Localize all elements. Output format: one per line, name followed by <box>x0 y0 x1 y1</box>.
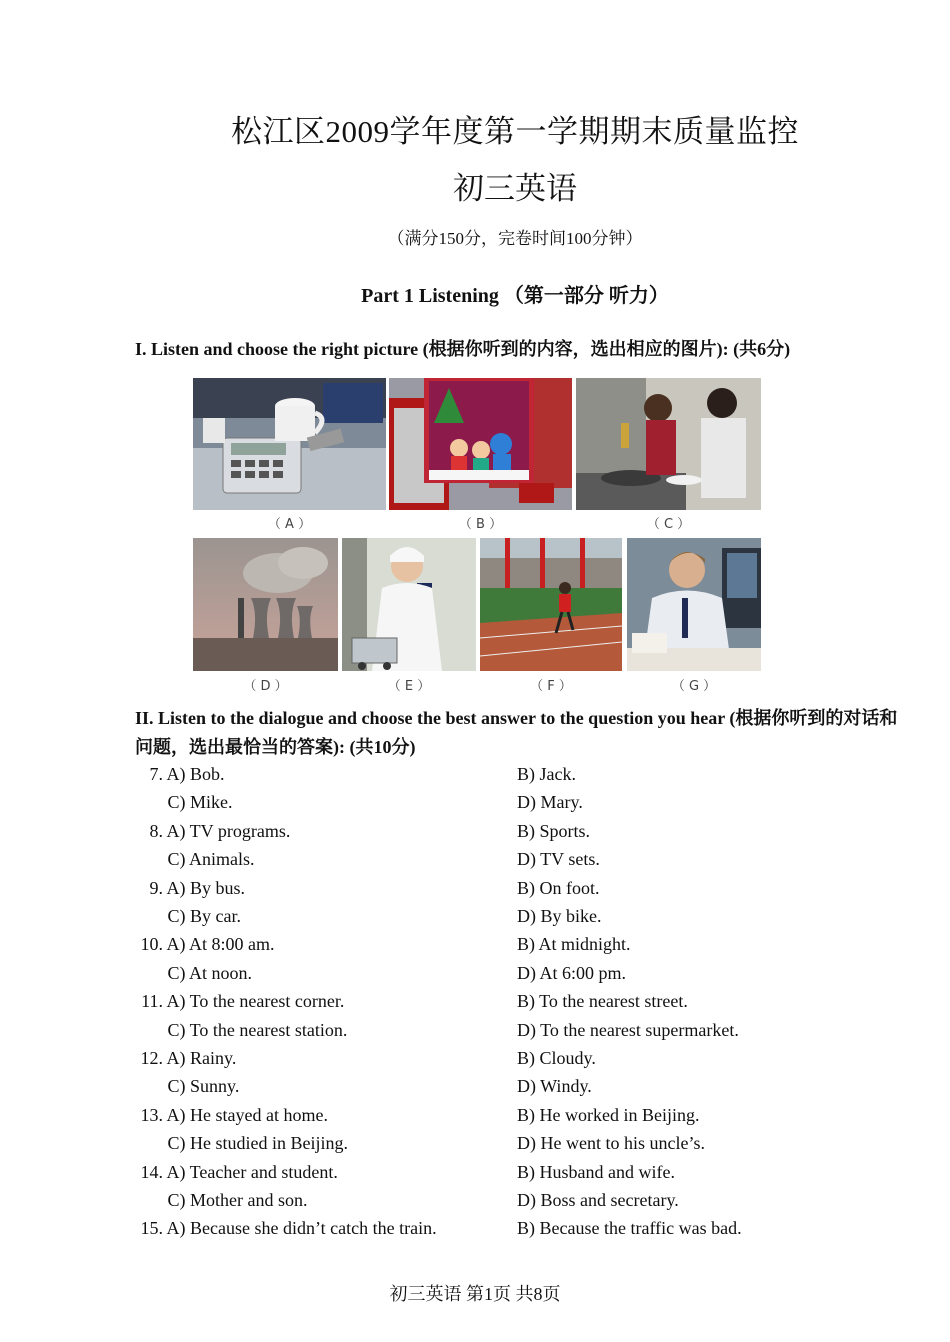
option-left <box>135 788 233 816</box>
option-text: A) By bus. <box>166 877 246 898</box>
option-left <box>135 902 241 930</box>
option-text: C) He studied in Beijing. <box>167 1133 348 1154</box>
question-row <box>0 1101 950 1129</box>
option-right: B) Sports. <box>517 820 591 841</box>
option-left <box>135 1044 236 1072</box>
question-number: 7. <box>149 764 163 784</box>
option-right: B) Jack. <box>517 764 576 784</box>
question-number: 14. <box>140 1161 163 1182</box>
option-text: A) Bob. <box>166 764 225 784</box>
question-number: 13. <box>140 1104 163 1125</box>
option-text: A) He stayed at home. <box>166 1104 328 1125</box>
option-left <box>135 1016 347 1044</box>
option-right: B) At midnight. <box>517 934 631 955</box>
section1-heading: I. Listen and choose the right picture (根据你听到的内容，选出相应的图片): (共6分) <box>135 339 791 359</box>
question-number: 10. <box>140 934 163 955</box>
section2-heading: II. Listen to the dialogue and choose the best answer to the question you hear (根据你听到的对话和问题，选出最恰当的答案): (共10分) <box>135 708 898 757</box>
option-text: A) At 8:00 am. <box>166 934 275 955</box>
option-text: C) Mother and son. <box>167 1190 308 1210</box>
picture-a-label: （ A ） <box>267 517 312 532</box>
option-right: B) Husband and wife. <box>517 1161 675 1182</box>
option-left <box>135 1186 307 1214</box>
question-row <box>0 1214 950 1242</box>
question-number: 8. <box>149 820 163 841</box>
picture-d-label: （ D ） <box>243 679 288 694</box>
option-left <box>135 817 290 845</box>
option-text: A) Because she didn’t catch the train. <box>166 1218 437 1239</box>
option-left <box>135 1101 328 1129</box>
question-number: 9. <box>149 877 163 898</box>
option-left <box>135 987 344 1015</box>
picture-b <box>389 378 572 510</box>
option-right: D) He went to his uncle’s. <box>517 1133 705 1154</box>
question-row <box>0 845 950 873</box>
picture-g-label: （ G ） <box>671 679 717 694</box>
option-right: B) To the nearest street. <box>517 991 688 1012</box>
exam-note: （满分150分，完卷时间100分钟） <box>387 229 643 248</box>
question-row <box>0 959 950 987</box>
option-right: D) Windy. <box>517 1076 592 1097</box>
question-row <box>0 817 950 845</box>
picture-c <box>576 378 761 510</box>
option-left <box>135 1072 239 1100</box>
question-row <box>0 788 950 816</box>
question-row <box>0 1016 950 1044</box>
picture-g <box>627 538 761 671</box>
option-left <box>135 874 245 902</box>
question-row <box>0 1129 950 1157</box>
option-text: A) Teacher and student. <box>166 1161 338 1182</box>
option-right: D) At 6:00 pm. <box>517 962 627 983</box>
option-text: C) At noon. <box>167 962 253 983</box>
option-left <box>135 930 275 958</box>
picture-b-label: （ B ） <box>458 517 503 532</box>
question-row <box>0 874 950 902</box>
exam-subtitle: 初三英语 <box>453 171 577 206</box>
option-text: C) Animals. <box>167 849 255 870</box>
option-text: C) To the nearest station. <box>167 1019 348 1040</box>
option-left <box>135 1214 437 1242</box>
picture-f-label: （ F ） <box>530 679 572 694</box>
option-right: D) By bike. <box>517 906 602 926</box>
question-row <box>0 930 950 958</box>
picture-e <box>342 538 476 671</box>
option-left <box>135 1158 338 1186</box>
question-row <box>0 1186 950 1214</box>
option-right: B) Cloudy. <box>517 1048 596 1068</box>
option-text: C) By car. <box>167 906 241 926</box>
option-text: C) Sunny. <box>167 1076 240 1097</box>
option-left <box>135 760 225 788</box>
option-left <box>135 1129 348 1157</box>
option-right: D) Mary. <box>517 792 583 813</box>
option-text: C) Mike. <box>167 792 233 813</box>
option-text: A) Rainy. <box>166 1048 237 1068</box>
part1-heading: Part 1 Listening （第一部分 听力） <box>361 285 669 307</box>
option-right: B) Because the traffic was bad. <box>517 1218 742 1239</box>
picture-d <box>193 538 338 671</box>
exam-title: 松江区2009学年度第一学期期末质量监控 <box>231 114 799 149</box>
question-row <box>0 760 950 788</box>
question-row <box>0 1158 950 1186</box>
question-number: 15. <box>140 1218 163 1239</box>
option-right: D) To the nearest supermarket. <box>517 1019 739 1040</box>
picture-c-label: （ C ） <box>646 517 691 532</box>
option-text: A) TV programs. <box>166 820 291 841</box>
option-right: D) TV sets. <box>517 849 600 870</box>
page-footer: 初三英语 第1页 共8页 <box>389 1284 561 1304</box>
question-number: 12. <box>140 1048 163 1068</box>
picture-a <box>193 378 386 510</box>
question-row <box>0 1072 950 1100</box>
option-right: B) On foot. <box>517 877 600 898</box>
question-row <box>0 902 950 930</box>
question-number: 11. <box>141 991 163 1012</box>
option-right: B) He worked in Beijing. <box>517 1104 700 1125</box>
picture-f <box>480 538 622 671</box>
option-right: D) Boss and secretary. <box>517 1190 679 1210</box>
question-row <box>0 1044 950 1072</box>
question-row <box>0 987 950 1015</box>
picture-e-label: （ E ） <box>387 679 431 694</box>
option-left <box>135 959 252 987</box>
option-left <box>135 845 255 873</box>
option-text: A) To the nearest corner. <box>166 991 345 1012</box>
